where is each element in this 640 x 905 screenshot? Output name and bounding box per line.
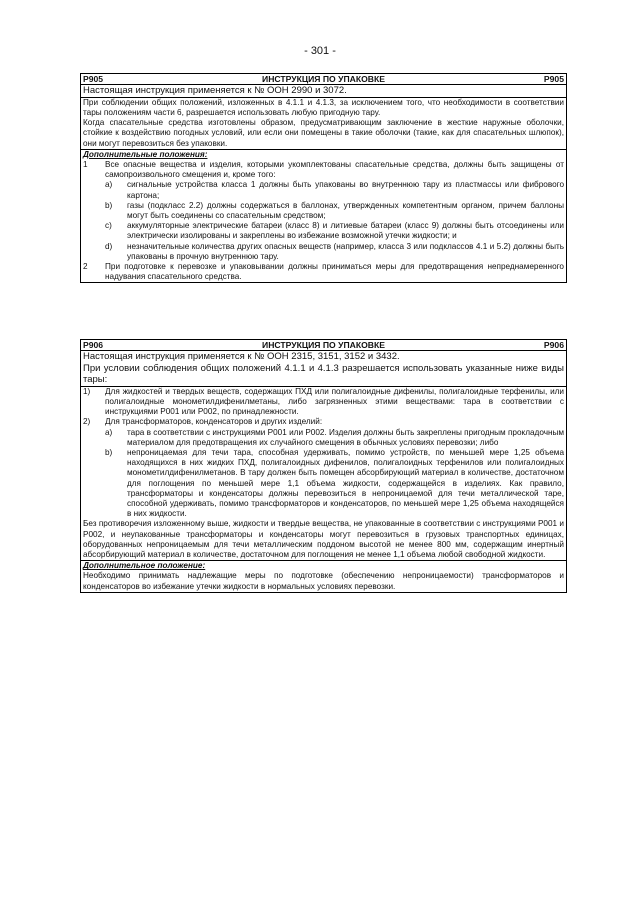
p906-scope [81, 351, 566, 387]
sub-text: непроницаемая для течи тара, способная удерживать, помимо устройств, по меньшей мере 1,25 объема находящихся в них жидких ПХД, полигалоидных дифенилов, полигалоидных терфенилов или полигалоидных монометилдифенилметанов. В тару должен быть помещен абсорбирующий материал в количестве, достаточном для поглощения по меньшей мере 1,1 объема жидкости, содержащейся в изделиях. Как правило, трансформаторы и конденсаторы должны перевозиться в непроницаемой для течи металлической таре, способной удерживать, помимо трансформаторов и конденсаторов, по меньшей мере 1,25 объема находящейся в них жидкости. [127, 447, 564, 519]
item-text: Все опасные вещества и изделия, которыми укомплектованы спасательные средства, должны быть защищены от самопроизвольного смещения и, кроме того: [105, 159, 564, 180]
p905-para-1: При соблюдении общих положений, изложенных в 4.1.1 и 4.1.3, за исключением того, что необходимости в соответствии тары положениям части 6, разрешается использовать любую пригодную тару. [83, 97, 564, 117]
p905-sub-a [105, 180, 564, 200]
sub-text: сигнальные устройства класса 1 должны быть упакованы во внутреннюю тару из пластмассы или фибрового картона; [127, 180, 564, 200]
sub-letter: b) [105, 447, 113, 457]
p905-para-2: Когда спасательные средства изготовлены образом, предусматривающим заключение в жесткие наружные оболочки, стойкие к воздействию погодных условий, или если они помещены в такие оболочки (такие, как для спасательных шлюпок), они могут перевозиться без упаковки. [83, 118, 564, 148]
p905-code-left: P905 [83, 74, 104, 84]
p906-additional-text: Необходимо принимать надлежащие меры по подготовке (обеспечению непроницаемости) трансформаторов и конденсаторов во избежание утечки жидкости в нормальных условиях перевозки. [83, 571, 564, 591]
item-number: 1 [83, 159, 88, 169]
sub-letter: d) [105, 241, 113, 251]
p906-additional-section [81, 561, 566, 592]
packing-instruction-p905 [80, 73, 567, 283]
p905-title: ИНСТРУКЦИЯ ПО УПАКОВКЕ [262, 74, 385, 84]
p906-code-left: P906 [83, 340, 104, 350]
item-number: 1) [83, 386, 91, 396]
sub-letter: a) [105, 180, 113, 190]
sub-letter: b) [105, 200, 113, 210]
sub-text: незначительные количества других опасных веществ (например, класса 3 или подклассов 4.1 и 5.2) должны быть упакованы в прочную внутреннюю тару. [127, 241, 564, 261]
p905-scope: Настоящая инструкция применяется к № ООН 2990 и 3072. [81, 85, 566, 98]
sub-text: тара в соответствии с инструкциями P001 или P002. Изделия должны быть закреплены пригодным прокладочным материалом для предотвращения их случайного смещения в обычных условиях перевозки; либо [127, 427, 564, 447]
p905-sub-c [105, 221, 564, 241]
item-text: Для трансформаторов, конденсаторов и других изделий: [105, 417, 323, 427]
packing-instruction-p906 [80, 339, 567, 593]
p906-item-1 [83, 387, 564, 418]
sub-text: газы (подкласс 2.2) должны содержаться в баллонах, утвержденных компетентным органом, причем баллоны могут быть соединены со спасательным средством; [127, 200, 564, 220]
p905-item-1 [83, 160, 564, 180]
p905-sub-b [105, 201, 564, 221]
p906-scope-text: Настоящая инструкция применяется к № ООН 2315, 3151, 3152 и 3432. [83, 351, 400, 363]
item-number: 2 [83, 261, 88, 271]
p905-item-2 [83, 262, 564, 282]
p905-code-right: P905 [543, 74, 564, 84]
p906-bulk-paragraph: Без противоречия изложенному выше, жидкости и твердые вещества, не упакованные в соответствии с инструкциями P001 и P002, и неупакованные трансформаторы и конденсаторы могут перевозиться в грузовых транспортных единицах, оборудованных непроницаемым для течи металлическим поддоном высотой не менее 800 мм, содержащим инертный абсорбирующий материал в количестве, достаточном для поглощения не менее 1,1 объема любой свободной жидкости. [83, 519, 564, 559]
item-number: 2) [83, 417, 91, 427]
p905-additional-section [81, 150, 566, 283]
p905-additional-heading: Дополнительные положения: [83, 149, 208, 159]
p906-sub-b [105, 448, 564, 519]
p905-header [81, 74, 566, 85]
sub-text: аккумуляторные электрические батареи (класс 8) и литиевые батареи (класс 9) должны быть отсоединены или электрически изолированы и закреплены во избежание возможной утечки жидкости; и [127, 221, 564, 241]
item-text: При подготовке к перевозке и упаковывании должны приниматься меры для предотвращения непреднамеренного надувания спасательного средства. [105, 261, 564, 282]
p905-general-section [81, 98, 566, 150]
p906-additional-heading: Дополнительное положение: [83, 561, 206, 571]
page-number: - 301 - [304, 45, 336, 57]
p905-sub-d [105, 242, 564, 262]
p906-sub-a [105, 428, 564, 448]
p906-main-section [81, 387, 566, 561]
item-text: Для жидкостей и твердых веществ, содержащих ПХД или полигалоидные дифенилы, полигалоидные терфенилы, или полигалоидные монометилдифенилметаны, либо загрязненных этими веществами: тара в соответствии с инструкциями P001 или P002, по принадлежности. [105, 386, 564, 417]
p906-title: ИНСТРУКЦИЯ ПО УПАКОВКЕ [262, 340, 385, 350]
p906-intro: При условии соблюдения общих положений 4.1.1 и 4.1.3 разрешается использовать указанные ниже виды тары: [83, 362, 564, 386]
sub-letter: a) [105, 427, 113, 437]
p906-header [81, 340, 566, 351]
sub-letter: c) [105, 221, 112, 231]
p906-item-2 [83, 417, 564, 427]
p906-code-right: P906 [543, 340, 564, 350]
